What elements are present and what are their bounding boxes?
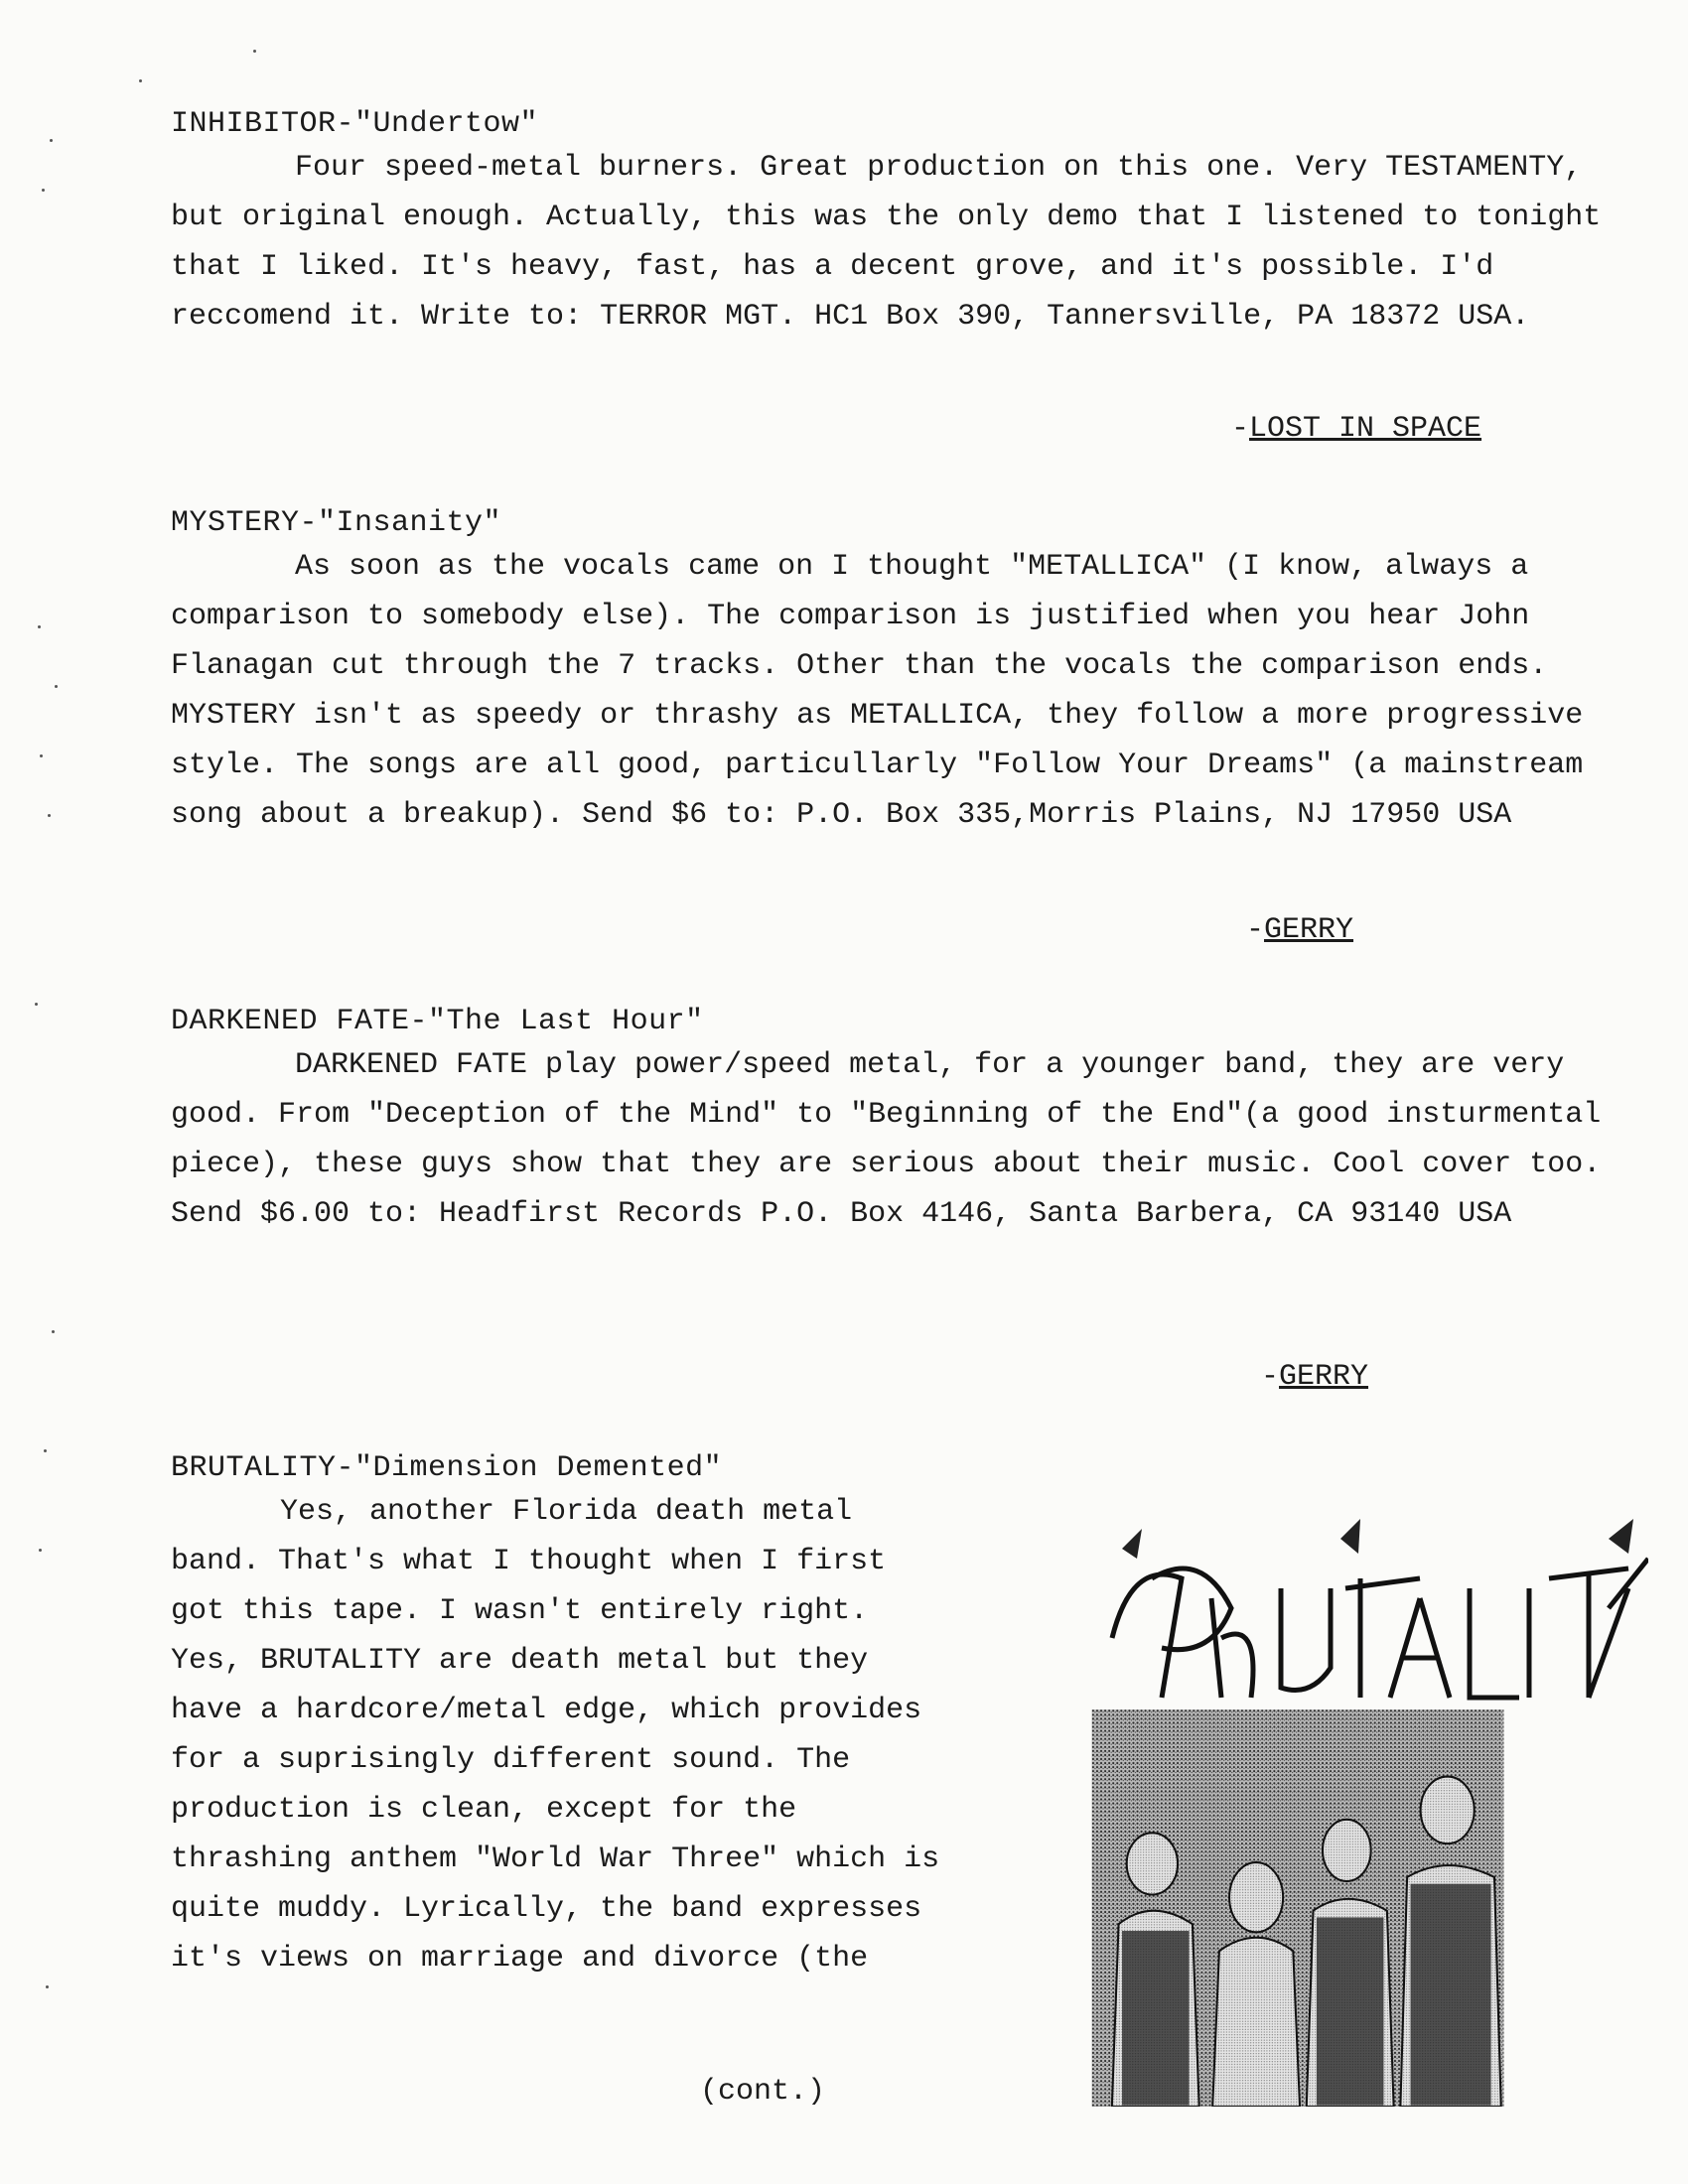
review-title: MYSTERY-"Insanity" [171, 506, 502, 540]
review-body: DARKENED FATE play power/speed metal, for a younger band, they are very good. From "Deception of the Mind" to "Beginning of the End"(a good insturmental piece), these guys show that they are serious about their music. Cool cover too. Send $6.00 to: Headfirst Records P.O. Box 4146, Santa Barbera, CA 93140 USA [171, 1048, 1602, 1231]
band-photo [993, 1709, 1603, 2107]
review-body: As soon as the vocals came on I thought "METALLICA" (I know, always a comparison to somebody else). The comparison is justified when you hear John Flanagan cut through the 7 tracks. Other than the vocals the comparison ends. MYSTERY isn't as speedy or thrashy as METALLICA, they follow a more progressive style. The songs are all good, particullarly "Follow Your Dreams" (a mainstream song about a breakup). Send $6 to: P.O. Box 335,Morris Plains, NJ 17950 USA [171, 550, 1584, 832]
review-inhibitor [171, 107, 1640, 341]
band-logo-image [1092, 1519, 1648, 1717]
review-mystery [171, 506, 1640, 840]
review-title: INHIBITOR-"Undertow" [171, 107, 539, 141]
review-title: DARKENED FATE-"The Last Hour" [171, 1005, 704, 1038]
reviewer-signature: -GERRY [1246, 913, 1354, 947]
reviewer-name: GERRY [1264, 913, 1354, 947]
review-body: Four speed-metal burners. Great production on this one. Very TESTAMENTY, but original enough. Actually, this was the only demo that I listened to tonight that I liked. It's heavy, fast, has a decent grove, and it's possible. I'd reccomend it. Write to: TERROR MGT. HC1 Box 390, Tannersville, PA 18372 USA. [171, 151, 1602, 334]
reviewer-signature: -LOST IN SPACE [1231, 412, 1482, 446]
reviewer-signature: -GERRY [1261, 1360, 1369, 1394]
review-title: BRUTALITY-"Dimension Demented" [171, 1451, 723, 1485]
reviewer-name: LOST IN SPACE [1249, 412, 1482, 446]
reviewer-name: GERRY [1279, 1360, 1369, 1394]
review-darkened-fate [171, 1005, 1640, 1239]
continued-marker: (cont.) [700, 2075, 826, 2109]
review-body: Yes, another Florida death metal band. That's what I thought when I first got this tape. I wasn't entirely right. Yes, BRUTALITY are death metal but they have a hardcore/metal edge, which provides for a suprisingly different sound. The production is clean, except for the thrashing anthem "World War Three" which is quite muddy. Lyrically, the band expresses it's views on marriage and divorce (the [171, 1495, 940, 1976]
